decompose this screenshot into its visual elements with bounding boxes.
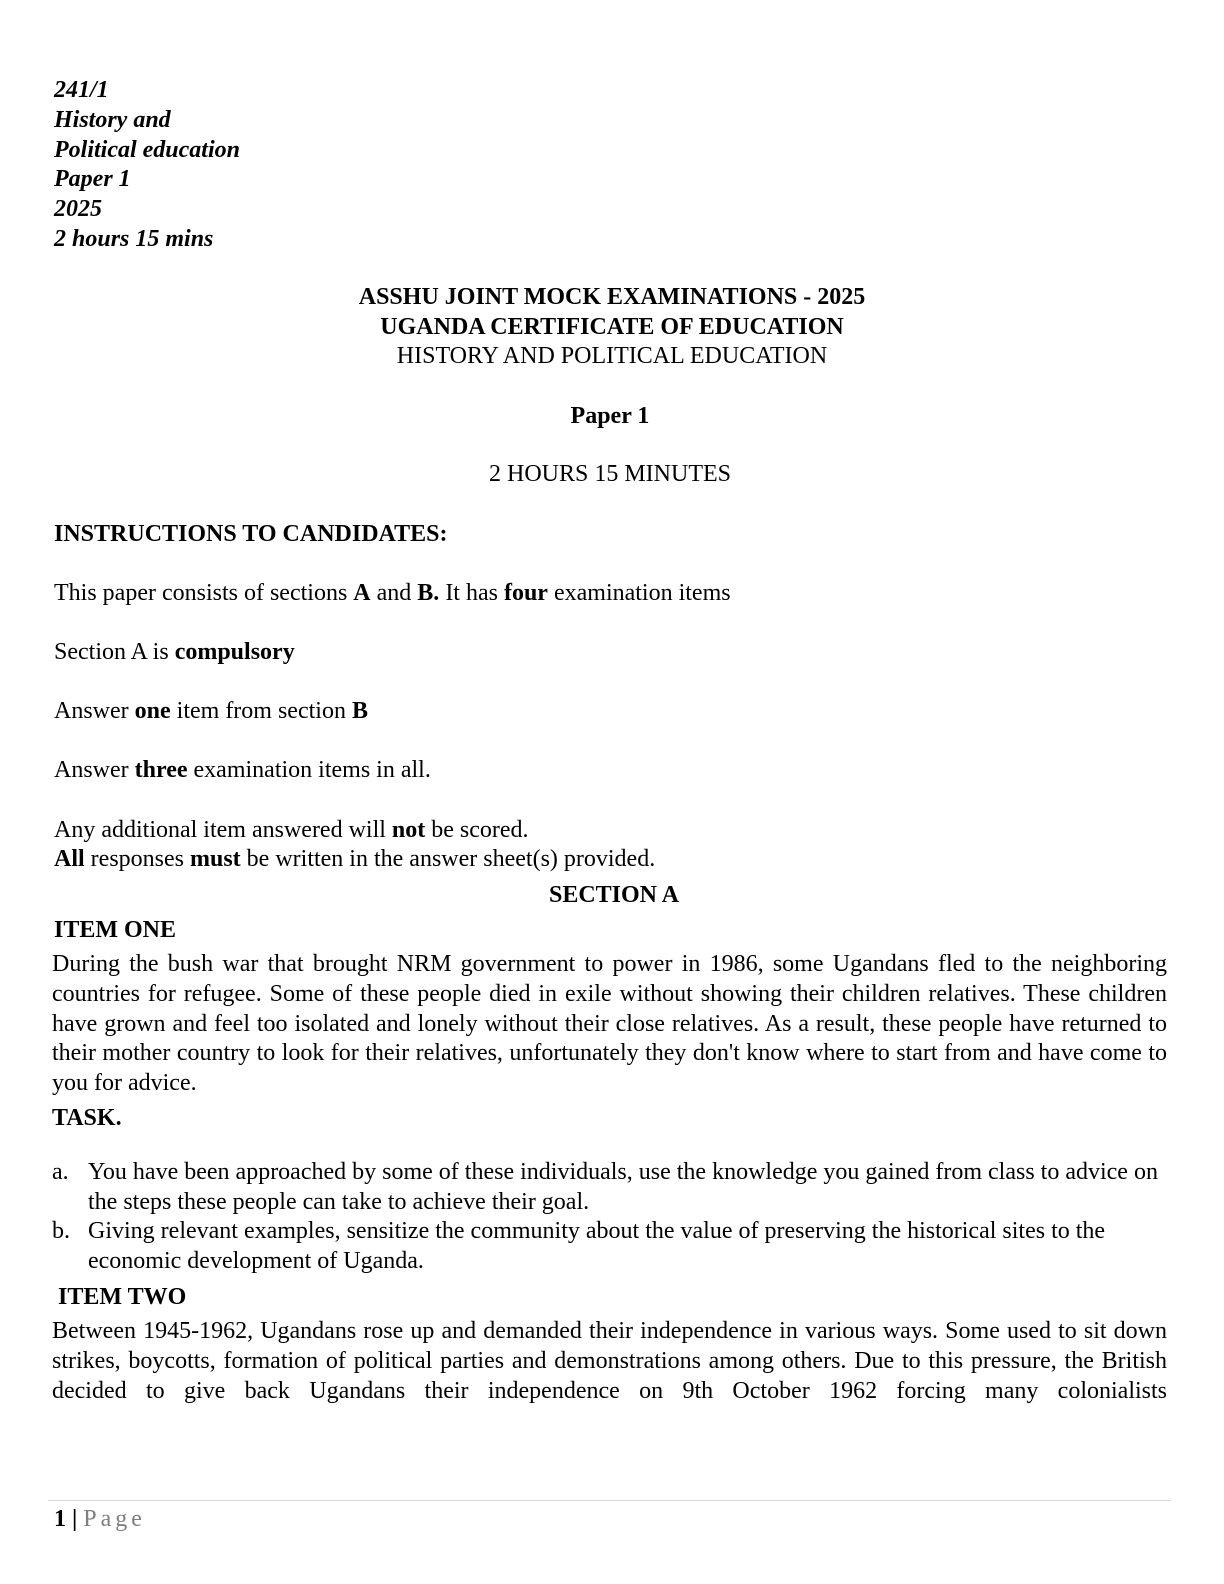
instruction-section-b: Answer one item from section B xyxy=(54,698,368,724)
page-label: Page xyxy=(83,1506,146,1532)
instructions-heading: INSTRUCTIONS TO CANDIDATES: xyxy=(54,521,448,547)
task-heading: TASK. xyxy=(52,1105,122,1131)
page-footer xyxy=(54,1505,146,1535)
duration-title: 2 HOURS 15 MINUTES xyxy=(488,461,731,487)
task-text: You have been approached by some of these individuals, use the knowledge you gained from class to advice on the steps these people can take to achieve their goal. xyxy=(88,1159,1158,1215)
instruction-compulsory: Section A is compulsory xyxy=(54,639,295,665)
task-label: a. xyxy=(52,1159,69,1185)
page-number: 1 xyxy=(54,1506,66,1532)
task-label: b. xyxy=(52,1218,70,1244)
footer-separator: | xyxy=(72,1506,78,1532)
paper-duration: 2 hours 15 mins xyxy=(54,225,214,252)
certificate-title: UGANDA CERTIFICATE OF EDUCATION xyxy=(380,314,844,340)
paper-number: Paper 1 xyxy=(54,166,131,193)
item-two-heading: ITEM TWO xyxy=(58,1284,187,1310)
task-text: Giving relevant examples, sensitize the community about the value of preserving the historical sites to the economic development of Uganda. xyxy=(88,1218,1106,1274)
instruction-additional: Any additional item answered will not be scored. xyxy=(54,817,529,843)
subject-line-2: Political education xyxy=(54,136,240,163)
paper-title: Paper 1 xyxy=(570,403,650,429)
paper-code: 241/1 xyxy=(54,77,109,103)
instruction-sections: This paper consists of sections A and B. It has four examination items xyxy=(54,580,731,606)
exam-title: ASSHU JOINT MOCK EXAMINATIONS - 2025 xyxy=(358,284,866,310)
subject-title: HISTORY AND POLITICAL EDUCATION xyxy=(396,343,828,369)
item-one-text: During the bush war that brought NRM government to power in 1986, some Ugandans fled to the neighboring countries for refugee. Some of these people died in exile without showing their children relatives. These children have grown and feel too isolated and lonely without their close relatives. As a result, these people have returned to their mother country to look for their relatives, unfortunately they don't know where to start from and have come to you for advice. xyxy=(52,951,1167,1097)
instruction-total: Answer three examination items in all. xyxy=(54,757,431,783)
item-two-text: Between 1945-1962, Ugandans rose up and demanded their independence in various ways. Some used to sit down strikes, boycotts, formation of political parties and demonstrations among others. Due to this pressure, the British decided to give back Ugandans their independence on 9th October 1962 forcing many colonialists xyxy=(52,1318,1167,1404)
paper-year: 2025 xyxy=(54,196,102,223)
paper-header xyxy=(54,76,240,255)
subject-line-1: History and xyxy=(54,106,171,133)
section-a-heading: SECTION A xyxy=(548,882,680,908)
footer-divider xyxy=(48,1500,1171,1501)
item-one-heading: ITEM ONE xyxy=(54,917,177,943)
instruction-answer-sheet: All responses must be written in the answer sheet(s) provided. xyxy=(54,846,656,872)
